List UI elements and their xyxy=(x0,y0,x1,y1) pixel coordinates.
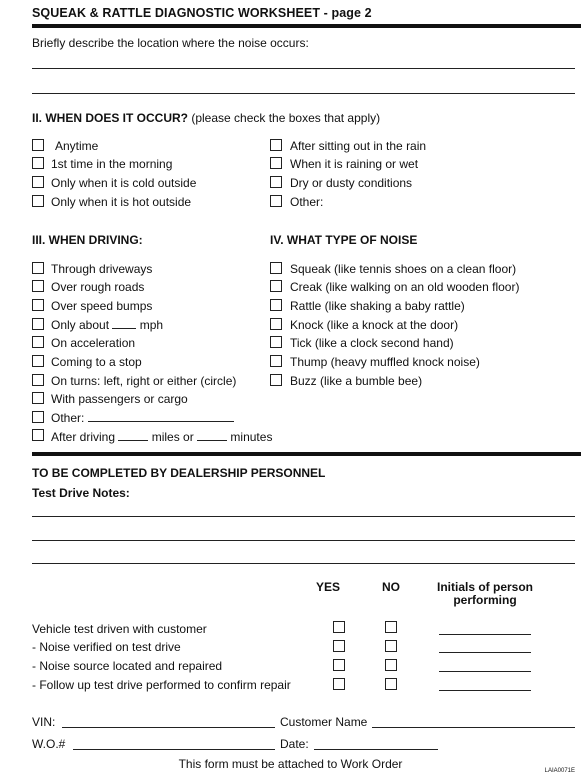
label-knock: Knock (like a knock at the door) xyxy=(290,318,459,332)
col-initials-2: performing xyxy=(453,593,517,607)
checkbox-other-occur[interactable] xyxy=(270,195,282,207)
label-after-rain: After sitting out in the rain xyxy=(290,139,427,153)
label-only-about xyxy=(51,318,163,332)
row-noise-repaired: - Noise source located and repaired xyxy=(32,659,223,673)
label-hot: Only when it is hot outside xyxy=(51,195,192,209)
mph-blank[interactable] xyxy=(112,318,136,329)
label-anytime: Anytime xyxy=(55,139,99,153)
checkbox-only-about[interactable] xyxy=(32,318,44,330)
miles-blank[interactable] xyxy=(118,430,148,441)
checkbox-hot[interactable] xyxy=(32,195,44,207)
location-prompt: Briefly describe the location where the noise occurs: xyxy=(32,36,309,50)
checkbox-after-driving[interactable] xyxy=(32,429,44,441)
date-label: Date: xyxy=(280,737,309,751)
label-passengers: With passengers or cargo xyxy=(51,392,188,406)
dealer-divider xyxy=(32,452,581,456)
checkbox-dry-dusty[interactable] xyxy=(270,176,282,188)
minutes-text: minutes xyxy=(230,430,273,444)
section-4-title: IV. WHAT TYPE OF NOISE xyxy=(270,233,418,247)
miles-or-text: miles or xyxy=(151,430,194,444)
initials-line-noise-repaired[interactable] xyxy=(439,671,531,672)
initials-line-follow-up[interactable] xyxy=(439,690,531,691)
test-drive-notes-label: Test Drive Notes: xyxy=(32,486,130,500)
checkbox-other-driving[interactable] xyxy=(32,411,44,423)
dealer-title: TO BE COMPLETED BY DEALERSHIP PERSONNEL xyxy=(32,466,326,480)
label-thump: Thump (heavy muffled knock noise) xyxy=(290,355,480,369)
label-squeak: Squeak (like tennis shoes on a clean floor) xyxy=(290,262,517,276)
checkbox-thump[interactable] xyxy=(270,355,282,367)
label-other-driving xyxy=(51,411,234,425)
only-about-text: Only about xyxy=(51,318,110,332)
label-tick: Tick (like a clock second hand) xyxy=(290,336,454,350)
checkbox-passengers[interactable] xyxy=(32,392,44,404)
vin-line[interactable] xyxy=(62,727,275,728)
section-2-heading xyxy=(32,111,380,125)
label-stop: Coming to a stop xyxy=(51,355,142,369)
checkbox-buzz[interactable] xyxy=(270,374,282,386)
no-checkbox-test-driven[interactable] xyxy=(385,621,397,633)
label-speed-bumps: Over speed bumps xyxy=(51,299,153,313)
label-driveways: Through driveways xyxy=(51,262,153,276)
checkbox-speed-bumps[interactable] xyxy=(32,299,44,311)
wo-line[interactable] xyxy=(73,749,275,750)
customer-name-label: Customer Name xyxy=(280,715,368,729)
section-3-title: III. WHEN DRIVING: xyxy=(32,233,143,247)
label-first-morning: 1st time in the morning xyxy=(51,157,173,171)
checkbox-rough-roads[interactable] xyxy=(32,280,44,292)
section-2-title: II. WHEN DOES IT OCCUR? xyxy=(32,111,188,125)
mph-text: mph xyxy=(139,318,164,332)
initials-line-noise-verified[interactable] xyxy=(439,652,531,653)
location-line-1[interactable] xyxy=(32,68,575,69)
label-other-occur: Other: xyxy=(290,195,324,209)
other-driving-text: Other: xyxy=(51,411,85,425)
checkbox-squeak[interactable] xyxy=(270,262,282,274)
section-2-note: (please check the boxes that apply) xyxy=(188,111,381,125)
checkbox-rattle[interactable] xyxy=(270,299,282,311)
checkbox-cold[interactable] xyxy=(32,176,44,188)
checkbox-knock[interactable] xyxy=(270,318,282,330)
label-rough-roads: Over rough roads xyxy=(51,280,145,294)
row-follow-up: - Follow up test drive performed to confirm repair xyxy=(32,678,291,692)
no-checkbox-noise-repaired[interactable] xyxy=(385,659,397,671)
notes-line-2[interactable] xyxy=(32,540,575,541)
yes-checkbox-noise-repaired[interactable] xyxy=(333,659,345,671)
worksheet-title: SQUEAK & RATTLE DIAGNOSTIC WORKSHEET - page 2 xyxy=(32,6,372,20)
label-rattle: Rattle (like shaking a baby rattle) xyxy=(290,299,465,313)
wo-label: W.O.# xyxy=(32,737,66,751)
date-line[interactable] xyxy=(314,749,438,750)
label-buzz: Buzz (like a bumble bee) xyxy=(290,374,423,388)
checkbox-anytime[interactable] xyxy=(32,139,44,151)
notes-line-3[interactable] xyxy=(32,563,575,564)
vin-label: VIN: xyxy=(32,715,56,729)
yes-checkbox-test-driven[interactable] xyxy=(333,621,345,633)
row-test-driven: Vehicle test driven with customer xyxy=(32,622,207,636)
location-line-2[interactable] xyxy=(32,93,575,94)
other-driving-blank[interactable] xyxy=(88,411,234,422)
form-code: LAIA0071E xyxy=(544,768,575,774)
notes-line-1[interactable] xyxy=(32,516,575,517)
checkbox-after-rain[interactable] xyxy=(270,139,282,151)
checkbox-tick[interactable] xyxy=(270,336,282,348)
initials-line-test-driven[interactable] xyxy=(439,634,531,635)
checkbox-driveways[interactable] xyxy=(32,262,44,274)
row-noise-verified: - Noise verified on test drive xyxy=(32,640,181,654)
no-checkbox-noise-verified[interactable] xyxy=(385,640,397,652)
label-raining: When it is raining or wet xyxy=(290,157,419,171)
checkbox-first-morning[interactable] xyxy=(32,157,44,169)
label-dry-dusty: Dry or dusty conditions xyxy=(290,176,413,190)
title-divider xyxy=(32,24,581,28)
no-checkbox-follow-up[interactable] xyxy=(385,678,397,690)
label-creak: Creak (like walking on an old wooden floor) xyxy=(290,280,520,294)
col-initials-1: Initials of person xyxy=(436,580,533,594)
label-after-driving xyxy=(51,430,272,444)
checkbox-turns[interactable] xyxy=(32,374,44,386)
yes-checkbox-follow-up[interactable] xyxy=(333,678,345,690)
checkbox-stop[interactable] xyxy=(32,355,44,367)
customer-name-line[interactable] xyxy=(372,727,575,728)
footer-note: This form must be attached to Work Order xyxy=(178,757,403,771)
label-acceleration: On acceleration xyxy=(51,336,136,350)
checkbox-creak[interactable] xyxy=(270,280,282,292)
col-no: NO xyxy=(382,580,400,594)
yes-checkbox-noise-verified[interactable] xyxy=(333,640,345,652)
label-turns: On turns: left, right or either (circle) xyxy=(51,374,237,388)
minutes-blank[interactable] xyxy=(197,430,227,441)
label-cold: Only when it is cold outside xyxy=(51,176,197,190)
after-driving-text: After driving xyxy=(51,430,116,444)
checkbox-raining[interactable] xyxy=(270,157,282,169)
checkbox-acceleration[interactable] xyxy=(32,336,44,348)
col-yes: YES xyxy=(315,580,340,594)
